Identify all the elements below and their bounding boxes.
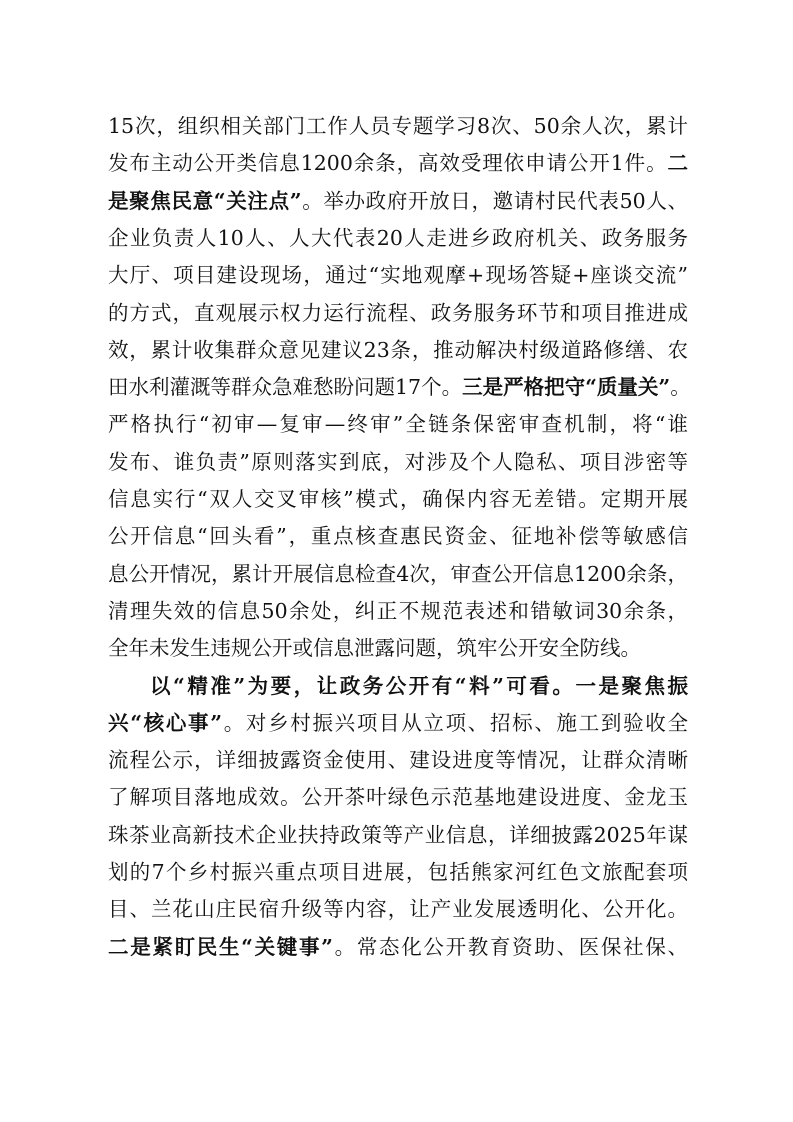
text-line (108, 858, 688, 886)
body-text: 珠茶业高新技术企业扶持政策等产业信息，详细披露2025年谋 (108, 822, 688, 847)
bold-text: 一是聚焦振 (575, 673, 689, 698)
body-text: 目、兰花山庄民宿升级等内容，让产业发展透明化、公开化。 (108, 897, 688, 922)
text-line (108, 821, 688, 849)
body-text: 。 (670, 375, 691, 400)
bold-text: 兴“核心事” (108, 710, 223, 735)
bold-text: 三是严格把守“质量关” (462, 375, 671, 400)
body-text: 。举办政府开放日，邀请村民代表50人、 (301, 188, 688, 213)
text-line (108, 112, 688, 140)
text-line (108, 485, 688, 513)
text-line (150, 672, 688, 700)
body-text: 息公开情况，累计开展信息检查4次，审查公开信息1200余条， (108, 561, 688, 586)
text-line (108, 709, 688, 737)
text-line (108, 522, 688, 550)
text-line (108, 187, 688, 215)
body-text: 效，累计收集群众意见建议23条，推动解决村级道路修缮、农 (108, 337, 688, 362)
bold-text: 是聚焦民意“关注点” (108, 188, 302, 213)
body-text: 15次，组织相关部门工作人员专题学习8次、50余人次，累计 (108, 114, 688, 138)
body-text: 了解项目落地成效。公开茶叶绿色示范基地建设进度、金龙玉 (108, 785, 688, 810)
body-text: 。常态化公开教育资助、医保社保、 (332, 934, 689, 959)
body-text: 大厅、项目建设现场，通过“实地观摩+现场答疑+座谈交流” (108, 263, 688, 288)
bold-text: 二 (667, 151, 688, 176)
body-text: 的方式，直观展示权力运行流程、政务服务环节和项目推进成 (108, 300, 688, 325)
text-line (108, 597, 688, 625)
body-text: 信息实行“双人交叉审核”模式，确保内容无差错。定期开展 (108, 487, 688, 511)
body-text: 。对乡村振兴项目从立项、招标、施工到验收全 (222, 710, 688, 735)
text-line (108, 783, 688, 811)
text-line (108, 299, 688, 327)
text-line (108, 373, 691, 401)
text-line (108, 410, 688, 438)
body-text: 划的7个乡村振兴重点项目进展，包括熊家河红色文旅配套项 (108, 860, 688, 884)
text-line (108, 149, 688, 177)
body-text: 流程公示，详细披露资金使用、建设进度等情况，让群众清晰 (108, 748, 688, 773)
body-text: 发布、谁负责”原则落实到底，对涉及个人隐私、项目涉密等 (108, 449, 688, 474)
body-text: 企业负责人10人、人大代表20人走进乡政府机关、政务服务 (108, 225, 688, 250)
text-line (108, 336, 688, 364)
bold-text: 二是紧盯民生“关键事” (108, 934, 333, 959)
text-line (108, 261, 688, 289)
body-text: 发布主动公开类信息1200余条，高效受理依申请公开1件。 (108, 151, 668, 176)
text-line (108, 895, 688, 923)
bold-text: 以“精准”为要，让政务公开有“料”可看。 (150, 673, 576, 698)
body-text: 严格执行“初审—复审—终审”全链条保密审查机制，将“谁 (108, 412, 688, 437)
body-text: 清理失效的信息50余处，纠正不规范表述和错敏词30余条， (108, 598, 688, 623)
text-line (108, 933, 688, 961)
text-line (108, 746, 688, 774)
text-line (108, 634, 641, 662)
body-text: 田水利灌溉等群众急难愁盼问题17个。 (108, 375, 463, 400)
body-text: 公开信息“回头看”，重点核查惠民资金、征地补偿等敏感信 (108, 524, 688, 549)
body-text: 全年未发生违规公开或信息泄露问题，筑牢公开安全防线。 (108, 636, 641, 661)
text-line (108, 224, 688, 252)
text-line (108, 560, 688, 588)
text-line (108, 448, 688, 476)
